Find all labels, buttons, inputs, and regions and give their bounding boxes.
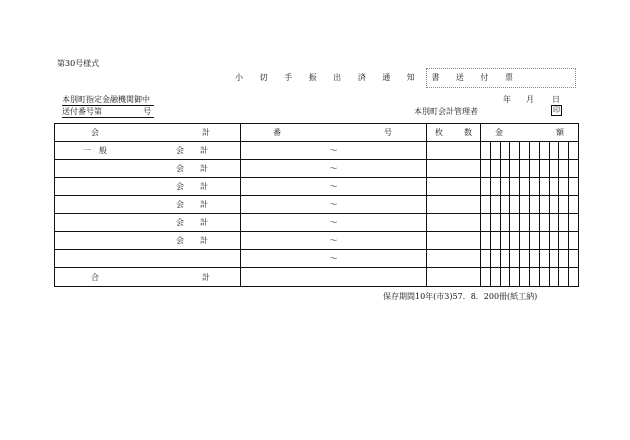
amount-digits: [481, 196, 579, 214]
remittance-table: [54, 123, 579, 287]
date-day: 日: [552, 95, 560, 104]
table-row: 一 般 会 計 ～: [55, 142, 579, 160]
sending-number-prefix: 送付番号第: [62, 107, 102, 116]
issuer: 本別町会計管理者: [414, 107, 478, 116]
seal-mark: 印: [553, 106, 560, 114]
total-row: [55, 268, 579, 287]
amount-digits: [481, 250, 579, 268]
table-row: 会 計 ～: [55, 214, 579, 232]
table-row: 会 計 ～: [55, 232, 579, 250]
addressee: 本別町指定金融機関御中: [62, 94, 154, 106]
date-year: 年: [503, 95, 511, 104]
total-label-left: 合: [91, 272, 99, 282]
amount-digits: [481, 160, 579, 178]
table-row: 会 計 ～: [55, 178, 579, 196]
sending-number-suffix: 号: [143, 107, 152, 116]
total-label-right: 計: [202, 272, 210, 282]
form-number: 第30号様式: [57, 59, 100, 68]
stamp-box: [426, 68, 576, 88]
amount-digits: [481, 214, 579, 232]
sending-number: [62, 106, 154, 118]
header-count: 枚 数: [427, 124, 481, 142]
header-number: 番 号: [241, 124, 427, 142]
retention-footer: 保存期間10年(市3)57．8．200冊(紙工納): [383, 292, 538, 301]
header-amount: 金 額: [481, 124, 579, 142]
table-header-row: [55, 124, 579, 142]
amount-digits: [481, 232, 579, 250]
amount-digits: [481, 142, 579, 160]
amount-digits: [481, 178, 579, 196]
table-row: ～: [55, 250, 579, 268]
date-month: 月: [526, 95, 534, 104]
table-row: 会 計 ～: [55, 160, 579, 178]
form-title: 小 切 手 振 出 済 通 知 書 送 付 票: [235, 73, 520, 82]
header-account: 会 計: [55, 124, 241, 142]
table-row: 会 計 ～: [55, 196, 579, 214]
amount-digits: [481, 268, 579, 287]
